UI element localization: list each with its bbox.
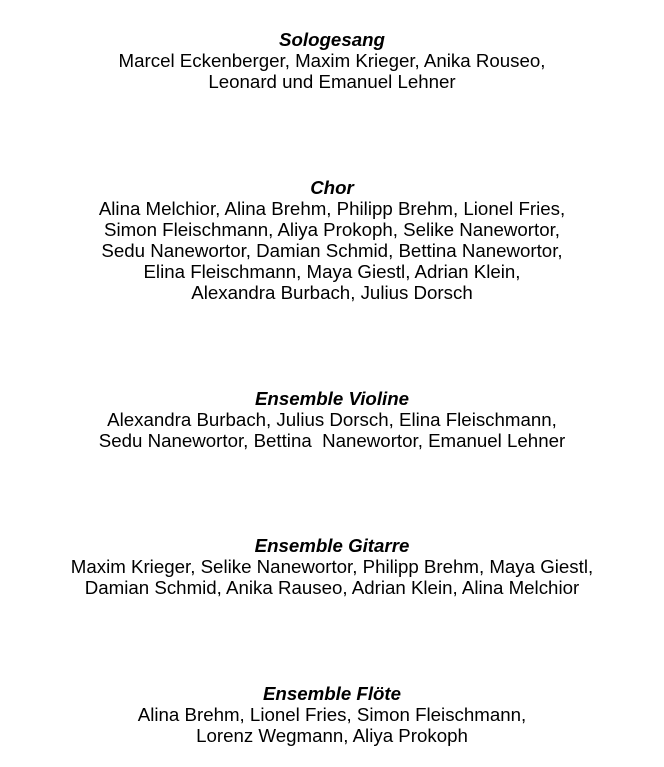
member-line: Lorenz Wegmann, Aliya Prokoph [196,725,468,747]
program-section [0,535,664,598]
member-line: Sedu Nanewortor, Damian Schmid, Bettina Nanewortor, [101,239,563,261]
section-heading: Ensemble Flöte [262,682,402,704]
member-line: Alina Brehm, Lionel Fries, Simon Fleischmann, [137,704,527,726]
program-section [0,683,664,746]
program-section [0,388,664,451]
section-heading: Sologesang [279,29,385,50]
member-line: Sedu Nanewortor, Bettina Nanewortor, Emanuel Lehner [98,429,566,451]
member-line: Maxim Krieger, Selike Nanewortor, Philipp Brehm, Maya Giestl, [70,556,594,578]
member-line: Alina Melchior, Alina Brehm, Philipp Brehm, Lionel Fries, [98,197,566,219]
member-line: Alexandra Burbach, Julius Dorsch [191,282,473,304]
program-section [0,177,664,304]
section-heading: Chor [310,176,354,198]
section-heading: Ensemble Violine [254,387,410,409]
member-line: Elina Fleischmann, Maya Giestl, Adrian Klein, [143,261,521,283]
member-line: Leonard und Emanuel Lehner [208,71,456,93]
member-line: Marcel Eckenberger, Maxim Krieger, Anika Rouseo, [118,50,546,72]
section-heading: Ensemble Gitarre [254,535,410,557]
member-line: Damian Schmid, Anika Rauseo, Adrian Klein, Alina Melchior [84,577,580,599]
program-section [0,29,664,92]
member-line: Alexandra Burbach, Julius Dorsch, Elina Fleischmann, [107,408,557,430]
member-line: Simon Fleischmann, Aliya Prokoph, Selike Nanewortor, [104,218,560,240]
